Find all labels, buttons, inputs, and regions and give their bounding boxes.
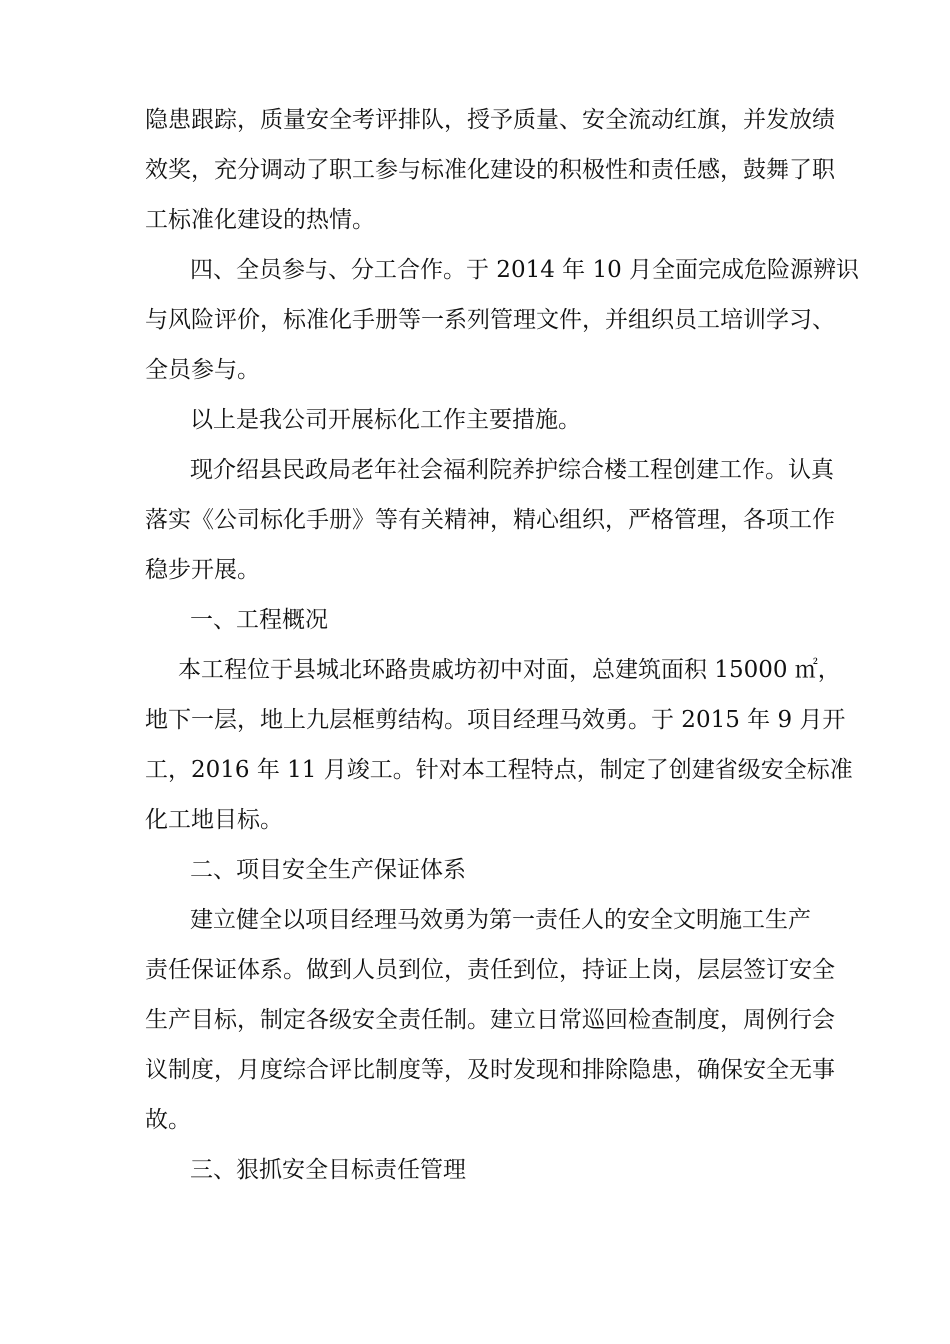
text-line: 地下一层，地上九层框剪结构。项目经理马效勇。于 2015 年 9 月开 — [145, 707, 846, 733]
section-heading: 一、工程概况 — [190, 607, 328, 633]
text-line: 工标准化建设的热情。 — [145, 207, 375, 233]
section-heading: 三、狠抓安全目标责任管理 — [190, 1157, 466, 1183]
text-line: 落实《公司标化手册》等有关精神，精心组织，严格管理，各项工作 — [145, 507, 835, 533]
text-line: 隐患跟踪，质量安全考评排队，授予质量、安全流动红旗，并发放绩 — [145, 107, 835, 133]
text-line: 稳步开展。 — [145, 557, 260, 583]
text-line: 全员参与。 — [145, 357, 260, 383]
text-line: 与风险评价，标准化手册等一系列管理文件，并组织员工培训学习、 — [145, 307, 835, 333]
text-line: 工，2016 年 11 月竣工。针对本工程特点，制定了创建省级安全标准 — [145, 757, 853, 783]
text-line: 责任保证体系。做到人员到位，责任到位，持证上岗，层层签订安全 — [145, 957, 835, 983]
text-line: 本工程位于县城北环路贵戚坊初中对面，总建筑面积 15000 ㎡， — [178, 657, 841, 683]
text-line: 效奖，充分调动了职工参与标准化建设的积极性和责任感，鼓舞了职 — [145, 157, 835, 183]
text-line: 故。 — [145, 1107, 191, 1133]
text-line: 议制度，月度综合评比制度等，及时发现和排除隐患，确保安全无事 — [145, 1057, 835, 1083]
section-heading: 二、项目安全生产保证体系 — [190, 857, 466, 883]
text-line: 以上是我公司开展标化工作主要措施。 — [190, 407, 581, 433]
text-line: 生产目标，制定各级安全责任制。建立日常巡回检查制度，周例行会 — [145, 1007, 835, 1033]
text-line: 化工地目标。 — [145, 807, 283, 833]
text-line: 四、全员参与、分工合作。于 2014 年 10 月全面完成危险源辨识 — [190, 257, 860, 283]
text-line: 现介绍县民政局老年社会福利院养护综合楼工程创建工作。认真 — [190, 457, 834, 483]
text-line: 建立健全以项目经理马效勇为第一责任人的安全文明施工生产 — [190, 907, 811, 933]
